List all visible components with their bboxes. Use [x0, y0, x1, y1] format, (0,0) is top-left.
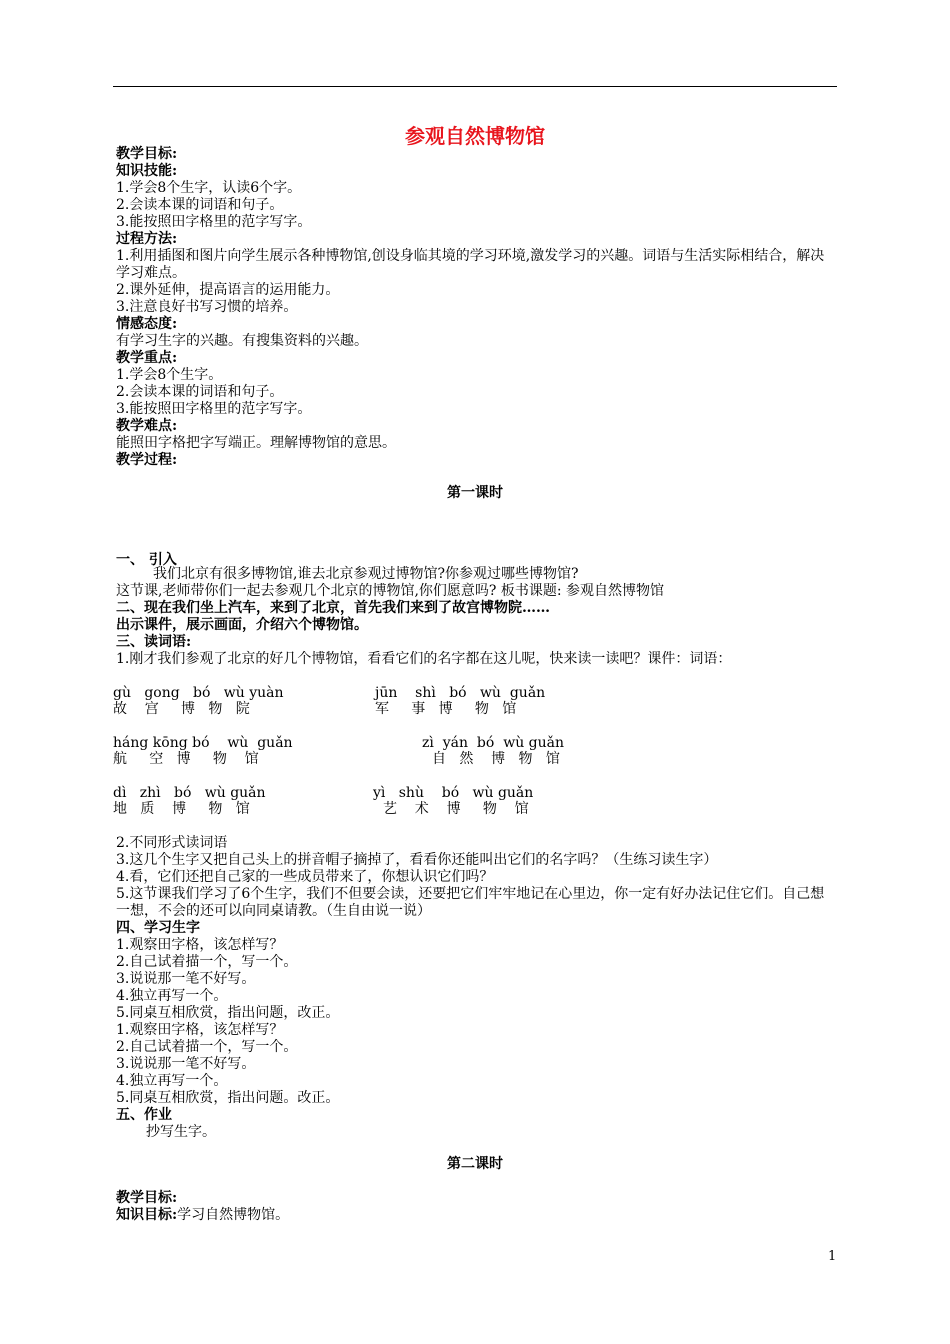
- word-pinyin-2: jūn shì bó wù guǎn: [375, 685, 546, 701]
- lesson2-knowledge-text: 学习自然博物馆。: [177, 1207, 290, 1223]
- header-rule: [113, 86, 837, 87]
- s5-heading: 五、作业: [116, 1107, 172, 1123]
- lesson2-knowledge-label: 知识目标:: [116, 1207, 178, 1223]
- lesson2-objectives-heading: 教学目标:: [116, 1190, 178, 1206]
- lesson2-heading: 第二课时: [447, 1156, 503, 1172]
- s3-intro: 1.刚才我们参观了北京的好几个博物馆，看看它们的名字都在这儿呢，快来读一读吧？课件：词语：: [116, 651, 732, 667]
- s3-heading: 三、读词语:: [116, 634, 192, 650]
- difficulties-text: 能照田字格把字写端正。理解博物馆的意思。: [116, 435, 396, 451]
- process-item-2: 2.课外延伸，提高语言的运用能力。: [116, 282, 340, 298]
- key-point-1: 1.学会8个生字。: [116, 367, 223, 383]
- s4-item-5: 5.同桌互相欣赏，指出问题，改正。: [116, 1005, 340, 1021]
- s4-item-4: 4.独立再写一个。: [116, 988, 228, 1004]
- lesson2-knowledge-line: [116, 1207, 289, 1224]
- s4-item-7: 2.自己试着描一个，写一个。: [116, 1039, 298, 1055]
- s4-item-3: 3.说说那一笔不好写。: [116, 971, 256, 987]
- s3-item-5: 5.这节课我们学习了6个生字，我们不但要会读，还要把它们牢牢地记在心里边，你一定有好办法记住它们。自己想一想，不会的还可以向同桌请教。（生自由说一说）: [116, 886, 825, 919]
- s4-heading: 四、学习生字: [116, 920, 200, 936]
- s4-item-6: 1.观察田字格，该怎样写？: [116, 1022, 284, 1038]
- s1-heading: 一、 引入: [116, 552, 177, 568]
- page-number: 1: [828, 1249, 837, 1264]
- lesson1-heading: 第一课时: [447, 485, 503, 501]
- word-hanzi-3: 航 空 博 物 馆: [113, 751, 259, 767]
- objectives-heading: 教学目标:: [116, 146, 178, 162]
- knowledge-item-1: 1.学会8个生字，认读6个字。: [116, 180, 302, 196]
- word-hanzi-1: 故 宫 博 物 院: [113, 701, 250, 717]
- word-hanzi-6: 艺 术 博 物 馆: [383, 801, 529, 817]
- s4-item-10: 5.同桌互相欣赏，指出问题。改正。: [116, 1090, 340, 1106]
- word-pinyin-6: yì shù bó wù guǎn: [373, 785, 534, 801]
- knowledge-heading: 知识技能:: [116, 163, 178, 179]
- process-item-3: 3.注意良好书写习惯的培养。: [116, 299, 298, 315]
- s5-text: 抄写生字。: [146, 1124, 216, 1140]
- s3-item-4: 4.看，它们还把自己家的一些成员带来了，你想认识它们吗？: [116, 869, 494, 885]
- s4-item-1: 1.观察田字格，该怎样写？: [116, 937, 284, 953]
- process-heading: 过程方法:: [116, 231, 178, 247]
- key-point-2: 2.会读本课的词语和句子。: [116, 384, 284, 400]
- document-title: 参观自然博物馆: [405, 124, 545, 148]
- difficulties-heading: 教学难点:: [116, 418, 178, 434]
- s4-item-9: 4.独立再写一个。: [116, 1073, 228, 1089]
- s4-item-2: 2.自己试着描一个，写一个。: [116, 954, 298, 970]
- word-hanzi-2: 军 事 博 物 馆: [375, 701, 517, 717]
- knowledge-item-2: 2.会读本课的词语和句子。: [116, 197, 284, 213]
- s1-line2: 这节课,老师带你们一起去参观几个北京的博物馆,你们愿意吗? 板书课题: 参观自然博物馆: [116, 583, 665, 599]
- word-pinyin-4: zì yán bó wù guǎn: [422, 735, 565, 751]
- word-pinyin-3: háng kōng bó wù guǎn: [113, 735, 293, 751]
- attitude-text: 有学习生字的兴趣。有搜集资料的兴趣。: [116, 333, 368, 349]
- process-section-heading: 教学过程:: [116, 452, 178, 468]
- word-pinyin-1: gù gong bó wù yuàn: [113, 685, 284, 701]
- s1-line1: 我们北京有很多博物馆,谁去北京参观过博物馆?你参观过哪些博物馆?: [153, 566, 579, 582]
- word-pinyin-5: dì zhì bó wù guǎn: [113, 785, 266, 801]
- process-item-1: 1.利用插图和图片向学生展示各种博物馆,创设身临其境的学习环境,激发学习的兴趣。词语与生活实际相结合，解决学习难点。: [116, 248, 825, 281]
- word-hanzi-4: 自 然 博 物 馆: [432, 751, 560, 767]
- s2-heading: 二、现在我们坐上汽车，来到了北京，首先我们来到了故宫博物院……: [116, 600, 550, 616]
- s3-item-3: 3.这几个生字又把自己头上的拼音帽子摘掉了，看看你还能叫出它们的名字吗？（生练习读生字）: [116, 852, 718, 868]
- s3-item-2: 2.不同形式读词语: [116, 835, 228, 851]
- attitude-heading: 情感态度:: [116, 316, 178, 332]
- s4-item-8: 3.说说那一笔不好写。: [116, 1056, 256, 1072]
- s2-line2: 出示课件，展示画面，介绍六个博物馆。: [116, 617, 368, 633]
- key-points-heading: 教学重点:: [116, 350, 178, 366]
- key-point-3: 3.能按照田字格里的范字写字。: [116, 401, 312, 417]
- knowledge-item-3: 3.能按照田字格里的范字写字。: [116, 214, 312, 230]
- word-hanzi-5: 地 质 博 物 馆: [113, 801, 250, 817]
